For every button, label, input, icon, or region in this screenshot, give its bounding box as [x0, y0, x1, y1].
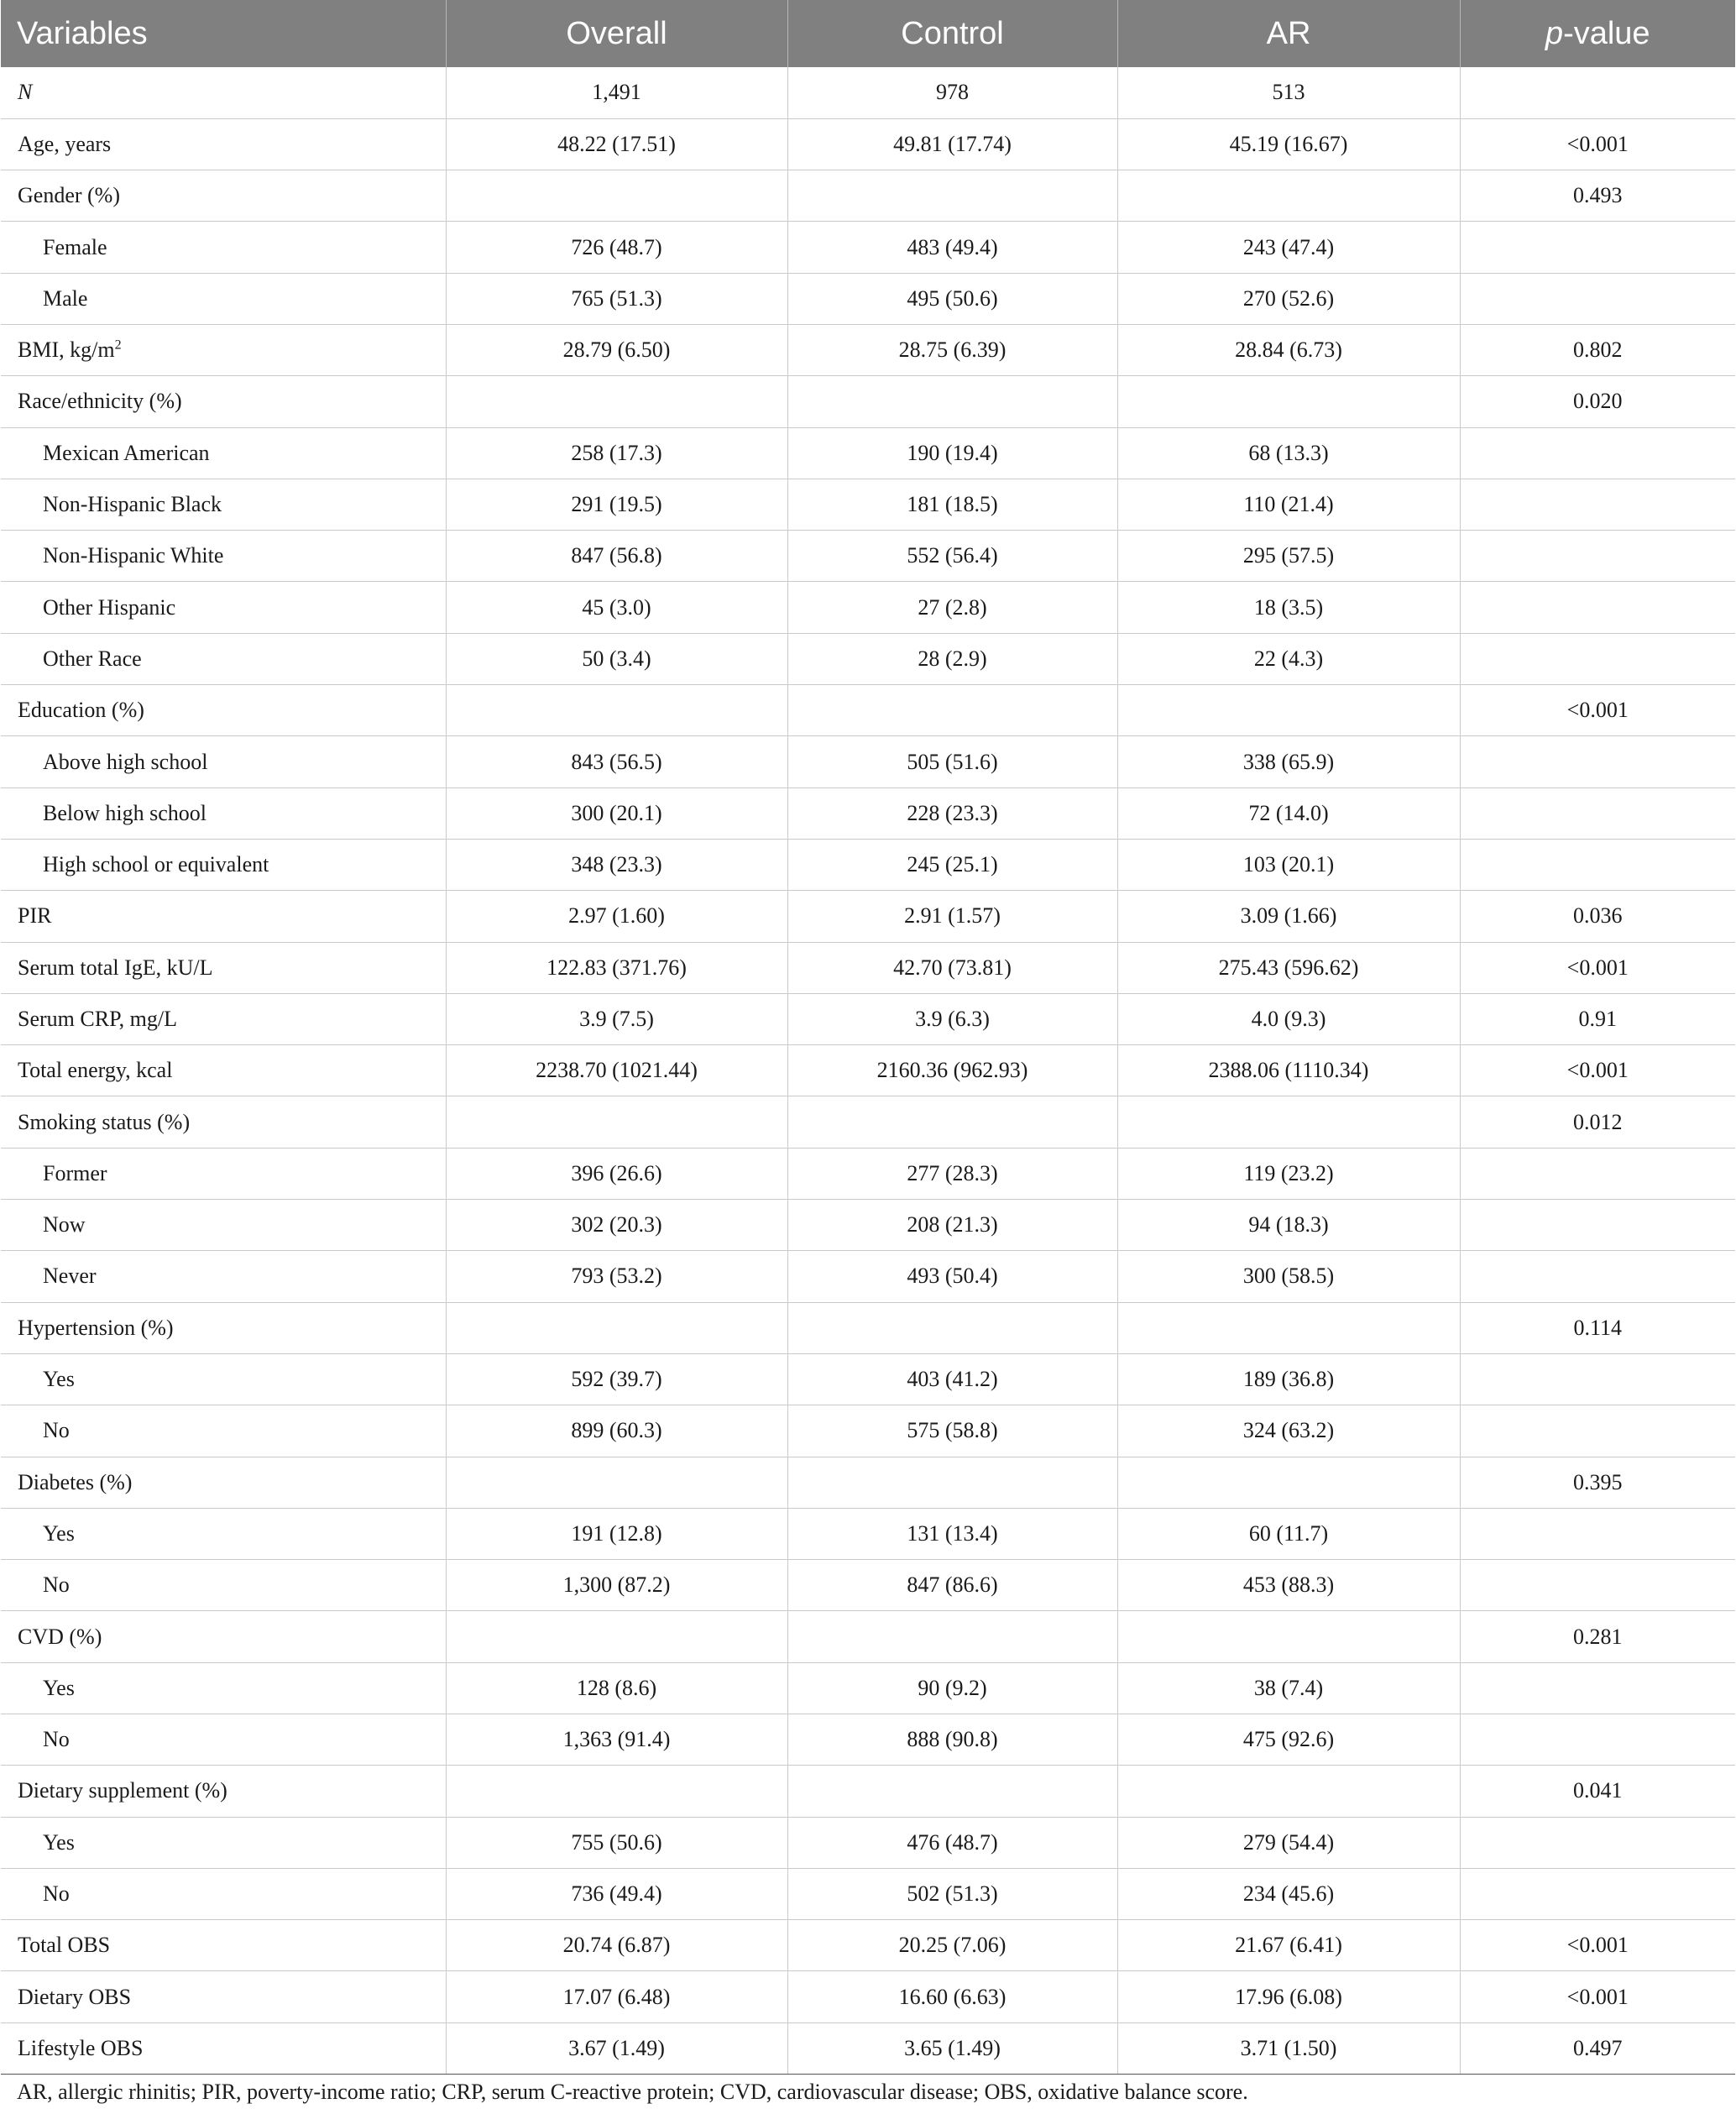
table-row: [1, 942, 1735, 993]
row-label: CVD (%): [1, 1611, 446, 1662]
cell-ar: 324 (63.2): [1117, 1405, 1460, 1457]
table-footnote: AR, allergic rhinitis; PIR, poverty-income ratio; CRP, serum C-reactive protein; CVD, cardiovascular disease; OBS, oxidative balance score.: [17, 2080, 1248, 2104]
row-label: Smoking status (%): [1, 1096, 446, 1148]
cell-ar: 453 (88.3): [1117, 1560, 1460, 1611]
cell-overall: 396 (26.6): [446, 1148, 787, 1199]
cell-p-value: [1460, 1353, 1735, 1405]
table-row: [1, 1971, 1735, 2022]
cell-control: [787, 376, 1117, 427]
table-row: [1, 839, 1735, 890]
header-row: [1, 0, 1735, 67]
cell-control: 208 (21.3): [787, 1200, 1117, 1251]
table-row: [1, 1200, 1735, 1251]
cell-overall: 847 (56.8): [446, 531, 787, 582]
cell-control: [787, 1457, 1117, 1508]
cell-overall: 258 (17.3): [446, 427, 787, 479]
cell-control: 181 (18.5): [787, 479, 1117, 530]
cell-ar: 300 (58.5): [1117, 1251, 1460, 1302]
cell-p-value: 0.497: [1460, 2022, 1735, 2074]
table-row: [1, 891, 1735, 942]
row-label: Race/ethnicity (%): [1, 376, 446, 427]
row-label: High school or equivalent: [1, 839, 446, 890]
cell-p-value: [1460, 1868, 1735, 1919]
row-label: No: [1, 1560, 446, 1611]
table-row: [1, 1920, 1735, 1971]
cell-overall: 17.07 (6.48): [446, 1971, 787, 2022]
cell-p-value: 0.91: [1460, 993, 1735, 1044]
cell-ar: 279 (54.4): [1117, 1817, 1460, 1868]
cell-ar: 38 (7.4): [1117, 1662, 1460, 1714]
cell-control: 495 (50.6): [787, 273, 1117, 324]
cell-p-value: <0.001: [1460, 1971, 1735, 2022]
cell-control: [787, 1302, 1117, 1353]
cell-control: [787, 1766, 1117, 1817]
cell-p-value: [1460, 427, 1735, 479]
cell-overall: [446, 1457, 787, 1508]
cell-overall: 843 (56.5): [446, 736, 787, 788]
cell-overall: 291 (19.5): [446, 479, 787, 530]
row-label: Yes: [1, 1353, 446, 1405]
cell-control: [787, 1096, 1117, 1148]
row-label: Never: [1, 1251, 446, 1302]
cell-ar: [1117, 1766, 1460, 1817]
cell-p-value: [1460, 1251, 1735, 1302]
header-control: Control: [787, 0, 1117, 67]
cell-control: 90 (9.2): [787, 1662, 1117, 1714]
cell-ar: 103 (20.1): [1117, 839, 1460, 890]
row-label: PIR: [1, 891, 446, 942]
table-row: [1, 1405, 1735, 1457]
cell-overall: 1,491: [446, 67, 787, 118]
row-label: Female: [1, 222, 446, 273]
table-row: [1, 1817, 1735, 1868]
table-row: [1, 170, 1735, 222]
cell-ar: [1117, 1096, 1460, 1148]
cell-ar: 3.71 (1.50): [1117, 2022, 1460, 2074]
row-label: Now: [1, 1200, 446, 1251]
cell-control: 228 (23.3): [787, 788, 1117, 839]
cell-overall: 726 (48.7): [446, 222, 787, 273]
cell-overall: 1,300 (87.2): [446, 1560, 787, 1611]
cell-control: 888 (90.8): [787, 1714, 1117, 1766]
baseline-characteristics-table: [1, 0, 1735, 2075]
cell-overall: 300 (20.1): [446, 788, 787, 839]
cell-control: 483 (49.4): [787, 222, 1117, 273]
cell-ar: 234 (45.6): [1117, 1868, 1460, 1919]
row-label: Age, years: [1, 118, 446, 170]
row-label: Yes: [1, 1508, 446, 1559]
table-row: [1, 324, 1735, 375]
cell-p-value: [1460, 1508, 1735, 1559]
cell-ar: 94 (18.3): [1117, 1200, 1460, 1251]
cell-overall: [446, 1766, 787, 1817]
table-row: [1, 788, 1735, 839]
cell-control: 505 (51.6): [787, 736, 1117, 788]
cell-p-value: 0.493: [1460, 170, 1735, 222]
cell-control: [787, 170, 1117, 222]
table-row: [1, 1766, 1735, 1817]
cell-ar: 295 (57.5): [1117, 531, 1460, 582]
cell-p-value: [1460, 839, 1735, 890]
row-label: Above high school: [1, 736, 446, 788]
cell-p-value: [1460, 273, 1735, 324]
cell-control: 28.75 (6.39): [787, 324, 1117, 375]
cell-ar: 275.43 (596.62): [1117, 942, 1460, 993]
cell-ar: 110 (21.4): [1117, 479, 1460, 530]
row-label: Gender (%): [1, 170, 446, 222]
cell-overall: 45 (3.0): [446, 582, 787, 633]
cell-p-value: <0.001: [1460, 942, 1735, 993]
row-label: No: [1, 1868, 446, 1919]
cell-control: 575 (58.8): [787, 1405, 1117, 1457]
cell-ar: [1117, 1611, 1460, 1662]
table-row: [1, 531, 1735, 582]
cell-p-value: 0.395: [1460, 1457, 1735, 1508]
table-row: [1, 685, 1735, 736]
cell-overall: [446, 1096, 787, 1148]
cell-p-value: 0.114: [1460, 1302, 1735, 1353]
cell-overall: 592 (39.7): [446, 1353, 787, 1405]
cell-overall: 348 (23.3): [446, 839, 787, 890]
cell-ar: 68 (13.3): [1117, 427, 1460, 479]
cell-overall: 191 (12.8): [446, 1508, 787, 1559]
cell-control: 28 (2.9): [787, 633, 1117, 684]
cell-overall: 28.79 (6.50): [446, 324, 787, 375]
cell-ar: 119 (23.2): [1117, 1148, 1460, 1199]
table-row: [1, 1714, 1735, 1766]
cell-p-value: [1460, 222, 1735, 273]
cell-p-value: [1460, 479, 1735, 530]
cell-ar: [1117, 1457, 1460, 1508]
cell-p-value: [1460, 582, 1735, 633]
cell-ar: 28.84 (6.73): [1117, 324, 1460, 375]
row-label: Lifestyle OBS: [1, 2022, 446, 2074]
row-label: N: [1, 67, 446, 118]
row-label: Total OBS: [1, 1920, 446, 1971]
cell-overall: 765 (51.3): [446, 273, 787, 324]
table-row: [1, 67, 1735, 118]
cell-p-value: <0.001: [1460, 1045, 1735, 1096]
cell-control: 476 (48.7): [787, 1817, 1117, 1868]
cell-overall: 736 (49.4): [446, 1868, 787, 1919]
cell-control: 16.60 (6.63): [787, 1971, 1117, 2022]
cell-ar: 4.0 (9.3): [1117, 993, 1460, 1044]
cell-ar: [1117, 685, 1460, 736]
cell-overall: 2.97 (1.60): [446, 891, 787, 942]
cell-control: 131 (13.4): [787, 1508, 1117, 1559]
cell-overall: [446, 376, 787, 427]
cell-p-value: [1460, 633, 1735, 684]
cell-overall: [446, 1302, 787, 1353]
table-row: [1, 479, 1735, 530]
cell-control: 2.91 (1.57): [787, 891, 1117, 942]
cell-overall: 2238.70 (1021.44): [446, 1045, 787, 1096]
row-label: Male: [1, 273, 446, 324]
cell-p-value: [1460, 1817, 1735, 1868]
header-p-value: [1460, 0, 1735, 67]
cell-control: 20.25 (7.06): [787, 1920, 1117, 1971]
cell-control: 3.65 (1.49): [787, 2022, 1117, 2074]
cell-control: 42.70 (73.81): [787, 942, 1117, 993]
row-label: Below high school: [1, 788, 446, 839]
cell-overall: 755 (50.6): [446, 1817, 787, 1868]
table-row: [1, 1096, 1735, 1148]
table-row: [1, 736, 1735, 788]
row-label: Yes: [1, 1662, 446, 1714]
cell-overall: 20.74 (6.87): [446, 1920, 787, 1971]
row-label: Dietary OBS: [1, 1971, 446, 2022]
cell-ar: 243 (47.4): [1117, 222, 1460, 273]
row-label: [1, 324, 446, 375]
cell-control: 493 (50.4): [787, 1251, 1117, 1302]
cell-ar: 513: [1117, 67, 1460, 118]
cell-p-value: 0.281: [1460, 1611, 1735, 1662]
table-row: [1, 1302, 1735, 1353]
header-p-suffix: -value: [1563, 15, 1650, 51]
cell-control: 552 (56.4): [787, 531, 1117, 582]
cell-p-value: [1460, 67, 1735, 118]
row-label: Dietary supplement (%): [1, 1766, 446, 1817]
cell-p-value: [1460, 1200, 1735, 1251]
cell-control: 847 (86.6): [787, 1560, 1117, 1611]
row-label: No: [1, 1714, 446, 1766]
cell-ar: 3.09 (1.66): [1117, 891, 1460, 942]
row-label: Other Race: [1, 633, 446, 684]
table-row: [1, 118, 1735, 170]
table-row: [1, 1868, 1735, 1919]
table-row: [1, 1560, 1735, 1611]
row-label: Serum CRP, mg/L: [1, 993, 446, 1044]
header-overall: Overall: [446, 0, 787, 67]
cell-ar: [1117, 376, 1460, 427]
cell-p-value: <0.001: [1460, 118, 1735, 170]
cell-ar: 475 (92.6): [1117, 1714, 1460, 1766]
table-row: [1, 376, 1735, 427]
row-label: Hypertension (%): [1, 1302, 446, 1353]
cell-overall: 1,363 (91.4): [446, 1714, 787, 1766]
cell-overall: 3.9 (7.5): [446, 993, 787, 1044]
table-row: [1, 1457, 1735, 1508]
row-label: Non-Hispanic Black: [1, 479, 446, 530]
table-row: [1, 1251, 1735, 1302]
cell-ar: 270 (52.6): [1117, 273, 1460, 324]
table-row: [1, 2022, 1735, 2074]
table-body: [1, 67, 1735, 2075]
cell-p-value: <0.001: [1460, 685, 1735, 736]
table-row: [1, 633, 1735, 684]
cell-overall: 793 (53.2): [446, 1251, 787, 1302]
row-label: Mexican American: [1, 427, 446, 479]
cell-ar: 21.67 (6.41): [1117, 1920, 1460, 1971]
cell-overall: [446, 685, 787, 736]
row-label: Diabetes (%): [1, 1457, 446, 1508]
cell-p-value: [1460, 1560, 1735, 1611]
cell-overall: 122.83 (371.76): [446, 942, 787, 993]
cell-control: 403 (41.2): [787, 1353, 1117, 1405]
table-row: [1, 582, 1735, 633]
cell-p-value: <0.001: [1460, 1920, 1735, 1971]
row-label: Education (%): [1, 685, 446, 736]
table-row: [1, 1353, 1735, 1405]
row-label: Total energy, kcal: [1, 1045, 446, 1096]
cell-ar: 60 (11.7): [1117, 1508, 1460, 1559]
table-row: [1, 1148, 1735, 1199]
cell-control: 3.9 (6.3): [787, 993, 1117, 1044]
cell-overall: 899 (60.3): [446, 1405, 787, 1457]
cell-control: [787, 1611, 1117, 1662]
cell-ar: [1117, 170, 1460, 222]
cell-overall: 50 (3.4): [446, 633, 787, 684]
row-label: Non-Hispanic White: [1, 531, 446, 582]
row-label: Yes: [1, 1817, 446, 1868]
cell-p-value: [1460, 736, 1735, 788]
row-label: Serum total IgE, kU/L: [1, 942, 446, 993]
cell-ar: 189 (36.8): [1117, 1353, 1460, 1405]
cell-overall: [446, 170, 787, 222]
cell-control: 49.81 (17.74): [787, 118, 1117, 170]
cell-control: 2160.36 (962.93): [787, 1045, 1117, 1096]
cell-control: 277 (28.3): [787, 1148, 1117, 1199]
header-p-letter: p: [1545, 15, 1564, 51]
cell-ar: 72 (14.0): [1117, 788, 1460, 839]
row-label: No: [1, 1405, 446, 1457]
cell-p-value: 0.020: [1460, 376, 1735, 427]
cell-overall: [446, 1611, 787, 1662]
cell-overall: 3.67 (1.49): [446, 2022, 787, 2074]
table-row: [1, 273, 1735, 324]
cell-ar: 45.19 (16.67): [1117, 118, 1460, 170]
row-label-text: BMI, kg/m: [18, 338, 115, 363]
cell-control: 245 (25.1): [787, 839, 1117, 890]
header-ar: AR: [1117, 0, 1460, 67]
cell-p-value: 0.041: [1460, 1766, 1735, 1817]
row-label: Other Hispanic: [1, 582, 446, 633]
cell-p-value: 0.036: [1460, 891, 1735, 942]
table-row: [1, 1662, 1735, 1714]
cell-ar: 18 (3.5): [1117, 582, 1460, 633]
cell-overall: 48.22 (17.51): [446, 118, 787, 170]
cell-ar: 17.96 (6.08): [1117, 1971, 1460, 2022]
cell-p-value: [1460, 1714, 1735, 1766]
cell-p-value: [1460, 1662, 1735, 1714]
cell-control: 978: [787, 67, 1117, 118]
table-row: [1, 1045, 1735, 1096]
cell-overall: 302 (20.3): [446, 1200, 787, 1251]
row-label: Former: [1, 1148, 446, 1199]
table-row: [1, 1508, 1735, 1559]
cell-control: [787, 685, 1117, 736]
table-row: [1, 1611, 1735, 1662]
cell-p-value: [1460, 788, 1735, 839]
table-header: [1, 0, 1735, 67]
header-variables: Variables: [1, 0, 446, 67]
table-row: [1, 427, 1735, 479]
cell-overall: 128 (8.6): [446, 1662, 787, 1714]
cell-ar: 22 (4.3): [1117, 633, 1460, 684]
cell-ar: 338 (65.9): [1117, 736, 1460, 788]
cell-p-value: [1460, 531, 1735, 582]
cell-control: 190 (19.4): [787, 427, 1117, 479]
cell-p-value: 0.012: [1460, 1096, 1735, 1148]
cell-control: 502 (51.3): [787, 1868, 1117, 1919]
table-row: [1, 993, 1735, 1044]
cell-ar: [1117, 1302, 1460, 1353]
cell-control: 27 (2.8): [787, 582, 1117, 633]
cell-p-value: [1460, 1405, 1735, 1457]
cell-p-value: 0.802: [1460, 324, 1735, 375]
row-label-superscript: 2: [114, 338, 122, 353]
cell-p-value: [1460, 1148, 1735, 1199]
cell-ar: 2388.06 (1110.34): [1117, 1045, 1460, 1096]
table-row: [1, 222, 1735, 273]
